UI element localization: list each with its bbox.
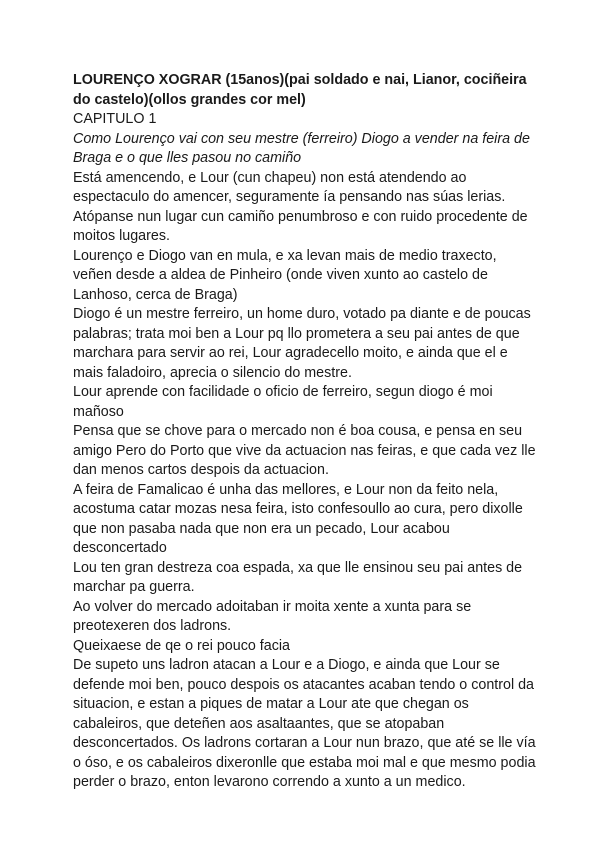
paragraph: Atópanse nun lugar cun camiño penumbroso e con ruido procedente de moitos lugares. bbox=[73, 208, 528, 244]
paragraph: Lou ten gran destreza coa espada, xa que lle ensinou seu pai antes de marchar pa guerra. bbox=[73, 559, 523, 595]
paragraph: Está amencendo, e Lour (cun chapeu) non está atendendo ao espectaculo do amencer, seguramente ía pensando nas súas lerias. bbox=[73, 169, 506, 205]
paragraph: Lourenço e Diogo van en mula, e xa levan mais de medio traxecto, veñen desde a aldea de Pinheiro (onde viven xunto ao castelo de Lanhoso, cerca de Braga) bbox=[73, 247, 497, 303]
paragraph: A feira de Famalicao é unha das mellores, e Lour non da feito nela, acostuma catar mozas nesa feira, isto confesoullo ao cura, pero dixolle que non pasaba nada que non era un pecado, Lour acabou desconcertado bbox=[73, 481, 523, 556]
paragraph: Pensa que se chove para o mercado non é boa cousa, e pensa en seu amigo Pero do Porto que vive da actuacion nas feiras, e que cada vez lle dan menos cartos despois da actuacion. bbox=[73, 423, 536, 478]
chapter-subtitle: Como Lourenço vai con seu mestre (ferreiro) Diogo a vender na feira de Braga e o que lles pasou no camiño bbox=[73, 130, 530, 166]
paragraph: Ao volver do mercado adoitaban ir moita xente a xunta para se preotexeren dos ladrons. bbox=[73, 598, 472, 634]
paragraph: Queixaese de qe o rei pouco facia bbox=[73, 637, 290, 654]
paragraph: De supeto uns ladron atacan a Lour e a Diogo, e ainda que Lour se defende moi ben, pouco despois os atacantes acaban tendo o control da situacion, e estan a piques de matar a Lour ate que chegan os cabaleiros, que deteñen aos asaltaantes, que se atopaban desconcertados. Os ladrons cortaran a Lour nun brazo, que até se lle vía o ós​o, e os cabaleiros dixeronlle que estaba moi mal e que mesmo podia perder o brazo, enton levarono correndo a xunto a un medico. bbox=[73, 657, 536, 790]
paragraph: Lour aprende con facilidade o oficio de ferreiro, segun diogo é moi mañoso bbox=[73, 384, 493, 420]
chapter-heading: CAPITULO 1 bbox=[73, 111, 157, 127]
document-page bbox=[73, 71, 538, 793]
document-title: LOURENÇO XOGRAR (15anos)(pai soldado e nai, Lianor, cociñeira do castelo)(ollos grandes cor mel) bbox=[73, 72, 527, 108]
paragraph: Diogo é un mestre ferreiro, un home duro, votado pa diante e de poucas palabras; trata moi ben a Lour pq llo prometera a seu pai antes de que marchara para servir ao rei, Lour agradecello moito, e ainda que el e mais faladoiro, aprecia o silencio do mestre. bbox=[73, 306, 531, 381]
